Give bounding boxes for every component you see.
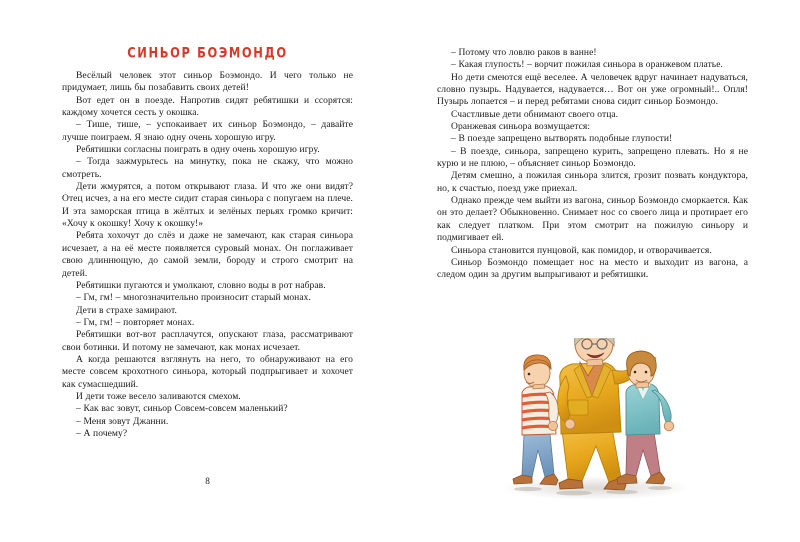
- paragraph: Весёлый человек этот синьор Боэмондо. И чего только не придумает, лишь бы позабавить своих детей!: [62, 70, 353, 94]
- paragraph: – Гм, гм! – многозначительно произносит старый монах.: [76, 292, 311, 304]
- paragraph: Ребятишки согласны поиграть в одну очень хорошую игру.: [76, 144, 320, 156]
- paragraph: Оранжевая синьора возмущается:: [451, 121, 591, 133]
- paragraph: Дети в страхе замирают.: [76, 304, 177, 316]
- left-column-body: [62, 70, 353, 440]
- paragraph: – Потому что ловлю раков в ванне!: [451, 47, 597, 58]
- paragraph: Однако прежде чем выйти из вагона, синьор Боэмондо сморкается. Как он это делает? Обыкновенно. Снимает нос со своего лица и протирает его как следует платком. При этом смотрит на пожилую синьору и подмигивает ей.: [437, 195, 748, 244]
- paragraph: – В поезде, синьора, запрещено курить, запрещено плевать. Но я не курю и не плюю, – объясняет синьор Боэмондо.: [437, 145, 748, 170]
- paragraph: – Как вас зовут, синьор Совсем-совсем маленький?: [76, 403, 288, 415]
- paragraph: И дети тоже весело заливаются смехом.: [76, 390, 241, 402]
- paragraph: Ребята хохочут до слёз и даже не замечают, как старая синьора исчезает, а на её месте появляется суровый монах. Он поглаживает свою длиннющую, до самой земли, бороду и строго смотрит на детей.: [62, 230, 353, 279]
- paragraph: – Тогда зажмурьтесь на минутку, пока не скажу, что можно смотреть.: [62, 156, 353, 180]
- paragraph: Счастливые дети обнимают своего отца.: [451, 108, 619, 120]
- paragraph: А когда решаются взглянуть на него, то обнаруживают на его месте совсем крохотного синьора, который подпрыгивает и хохочет как сумасшедший.: [62, 353, 353, 390]
- right-column-body: [437, 47, 748, 282]
- figure-boy-left: [513, 355, 558, 485]
- paragraph: – Меня зовут Джанни.: [76, 415, 169, 427]
- paragraph: Синьор Боэмондо помещает нос на место и выходит из вагона, а следом один за другим выпрыгивают и ребятишки.: [437, 256, 748, 281]
- paragraph: Но дети смеются ещё веселее. А человечек вдруг начинает надуваться, словно пузырь. Надувается, надувается… Вот он уже огромный!.. Опля! Пузырь лопается – и перед ребятами снова сидит синьор Боэмондо.: [437, 71, 748, 108]
- chapter-title: СИНЬОР БОЭМОНДО: [127, 44, 288, 62]
- paragraph: Дети жмурятся, а потом открывают глаза. И что же они видят? Отец исчез, а на его месте сидит старая синьора с попугаем на плече. И эта заморская птица в жёлтых и зелёных перьях громко кричит: «Хочу к окошку! Хочу к окошку!»: [62, 181, 353, 230]
- paragraph: – Гм, гм! – повторяет монах.: [76, 316, 195, 328]
- paragraph: – Тише, тише, – успокаивает их синьор Боэмондо, – давайте лучше поиграем. Я знаю одну очень хорошую игру.: [62, 119, 353, 143]
- paragraph: Вот едет он в поезде. Напротив сидят ребятишки и ссорятся: каждому хочется сесть у окошка.: [62, 94, 353, 119]
- paragraph: Ребятишки пугаются и умолкают, словно воды в рот набрав.: [76, 279, 326, 291]
- paragraph: Синьора становится пунцовой, как помидор, и отворачивается.: [451, 244, 712, 256]
- paragraph: – Какая глупость! – ворчит пожилая синьора в оранжевом платье.: [451, 59, 723, 71]
- paragraph: – А почему?: [76, 427, 128, 439]
- page-number: 8: [205, 476, 210, 486]
- walking-trio-illustration: [488, 338, 704, 520]
- paragraph: Ребятишки вот-вот расплачутся, опускают глаза, рассматривают свои ботинки. И потому не замечают, как монах исчезает.: [62, 329, 353, 353]
- paragraph: Детям смешно, а пожилая синьора злится, грозит позвать кондуктора, но, к счастью, поезд уже приехал.: [437, 170, 748, 194]
- paragraph: – В поезде запрещено вытворять подобные глупости!: [451, 133, 673, 145]
